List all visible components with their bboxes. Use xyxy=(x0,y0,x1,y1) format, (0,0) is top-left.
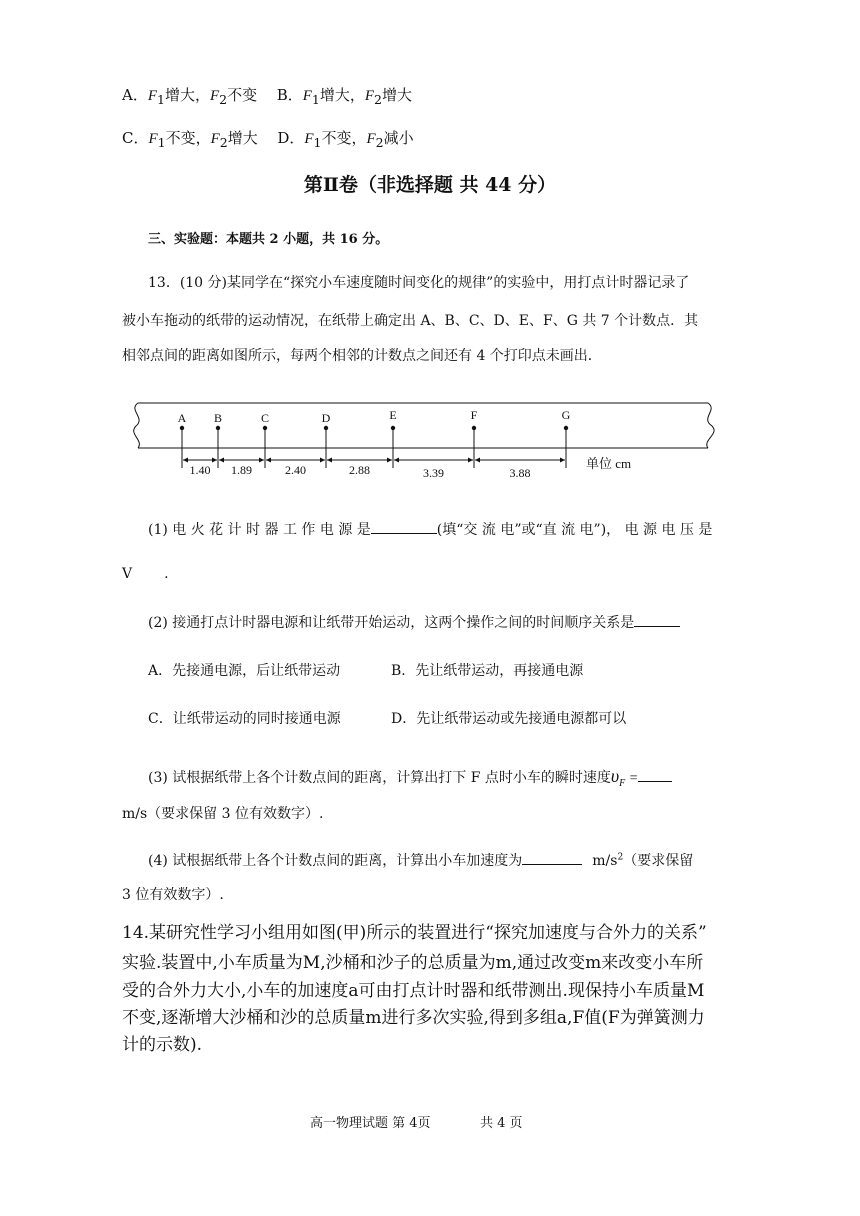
q13-line2: 被小车拖动的纸带的运动情况，在纸带上确定出 A、B、C、D、E、F、G 共 7 个计数点．其 xyxy=(122,313,699,329)
option-c-letter: C． xyxy=(122,129,149,147)
paper-tape-figure xyxy=(120,398,730,488)
q13-line1: 13．(10 分)某同学在“探究小车速度随时间变化的规律”的实验中，用打点计时器记录了 xyxy=(148,275,690,291)
section-title: 第Ⅱ卷（非选择题 共 44 分） xyxy=(303,174,557,196)
distance-arrow-left-4 xyxy=(327,458,332,463)
distance-arrow-right-3 xyxy=(320,458,325,463)
count-point-dot-F xyxy=(472,426,476,430)
count-point-label-E: E xyxy=(389,408,397,422)
count-point-label-D: D xyxy=(321,411,331,425)
q14-line2: 实验.装置中,小车质量为M,沙桶和沙子的总质量为m,通过改变m来改变小车所 xyxy=(122,953,704,973)
q13-part4-text-b: （要求保留 xyxy=(623,853,694,869)
velocity-symbol: υ xyxy=(610,766,620,786)
distance-arrow-left-6 xyxy=(475,458,480,463)
q13-part1 xyxy=(148,519,712,539)
count-point-label-B: B xyxy=(213,411,223,425)
f1-subscript: 1 xyxy=(313,135,322,150)
option-a-text2: 不变 xyxy=(227,86,258,104)
distance-arrow-right-1 xyxy=(212,458,217,463)
answer-blank-order[interactable] xyxy=(634,626,680,627)
count-point-dot-E xyxy=(391,426,395,430)
f1-subscript: 1 xyxy=(311,92,320,107)
acceleration-unit: m/s xyxy=(592,853,618,869)
f2-subscript: 2 xyxy=(375,135,384,150)
option-b-text1: 增大， xyxy=(319,86,365,104)
count-point-label-C: C xyxy=(260,411,270,425)
q14-line1: 14.某研究性学习小组用如图(甲)所示的装置进行“探究加速度与合外力的关系” xyxy=(122,923,707,943)
distance-arrow-left-5 xyxy=(394,458,399,463)
option-b-text2: 增大 xyxy=(381,86,412,104)
distance-label-6: 3.88 xyxy=(509,466,531,480)
section-heading: 三、实验题：本题共 2 小题，共 16 分。 xyxy=(148,232,389,247)
answer-blank-power-type[interactable] xyxy=(371,533,437,534)
option-c-text2: 增大 xyxy=(227,129,258,147)
q13-option-d: D．先让纸带运动或先接通电源都可以 xyxy=(391,711,627,727)
f1-symbol: F xyxy=(304,131,314,147)
q13-option-b: B．先让纸带运动，再接通电源 xyxy=(391,663,584,679)
answer-blank-velocity[interactable] xyxy=(638,781,672,782)
tape-unit-label: 单位 cm xyxy=(586,456,632,471)
count-point-dot-D xyxy=(324,426,328,430)
footer-total-pages: 共 4 页 xyxy=(480,1116,523,1131)
distance-arrow-left-1 xyxy=(183,458,188,463)
f2-subscript: 2 xyxy=(219,135,228,150)
q13-part4-line2: 3 位有效数字）. xyxy=(122,887,224,903)
f2-symbol: F xyxy=(364,88,375,104)
q13-part3-text: (3) 试根据纸带上各个计数点间的距离，计算出打下 F 点时小车的瞬时速度 xyxy=(148,770,611,786)
voltage-unit: V xyxy=(122,566,133,582)
distance-arrow-right-2 xyxy=(259,458,264,463)
q13-line3: 相邻点间的距离如图所示，每两个相邻的计数点之间还有 4 个打印点未画出． xyxy=(122,348,602,364)
unit-exponent: 2 xyxy=(617,852,624,863)
option-b-letter: B． xyxy=(276,86,303,104)
f2-symbol: F xyxy=(366,131,376,147)
q14-line4: 不变,逐渐增大沙桶和沙的总质量m进行多次实验,得到多组a,F值(F为弹簧测力 xyxy=(122,1008,705,1028)
distance-label-4: 2.88 xyxy=(349,463,370,477)
q13-option-c: C．让纸带运动的同时接通电源 xyxy=(148,711,341,727)
count-point-label-F: F xyxy=(470,408,478,422)
f1-symbol: F xyxy=(147,88,158,104)
distance-arrow-right-4 xyxy=(387,458,392,463)
option-d-text1: 不变， xyxy=(321,129,367,147)
distance-arrow-left-2 xyxy=(219,458,224,463)
q13-option-a: A．先接通电源，后让纸带运动 xyxy=(148,663,341,679)
q13-part1-text-a: (1) 电 火 花 计 时 器 工 作 电 源 是 xyxy=(148,522,371,538)
option-c-text1: 不变， xyxy=(165,129,211,147)
answer-blank-acceleration[interactable] xyxy=(522,864,582,865)
option-a-text1: 增大， xyxy=(164,86,210,104)
f1-symbol: F xyxy=(148,131,158,147)
q13-part2 xyxy=(148,612,680,632)
count-point-label-G: G xyxy=(561,408,571,422)
tape-right-tear xyxy=(707,403,714,448)
q13-part1-text-b: (填“交 流 电”或“直 流 电”)， 电 源 电 压 是 xyxy=(436,522,713,538)
distance-arrow-left-3 xyxy=(266,458,271,463)
period: . xyxy=(164,566,169,582)
count-point-dot-A xyxy=(180,426,184,430)
f2-symbol: F xyxy=(210,131,220,147)
velocity-subscript: F xyxy=(619,777,626,789)
q13-part1-line2 xyxy=(122,566,169,582)
footer-page-number: 高一物理试题 第 4页 xyxy=(310,1116,431,1131)
q14-line3: 受的合外力大小,小车的加速度a可由打点计时器和纸带测出.现保持小车质量M xyxy=(122,981,705,1001)
count-point-dot-C xyxy=(263,426,267,430)
distance-label-2: 1.89 xyxy=(231,463,252,477)
option-row-ab xyxy=(122,84,412,107)
count-point-label-A: A xyxy=(177,411,187,425)
q13-part4-text: (4) 试根据纸带上各个计数点间的距离，计算出小车加速度为 xyxy=(148,853,523,869)
f1-subscript: 1 xyxy=(157,92,165,107)
f2-subscript: 2 xyxy=(219,92,228,107)
f2-symbol: F xyxy=(209,88,220,104)
option-a-letter: A． xyxy=(122,86,148,104)
option-row-cd xyxy=(122,127,414,150)
count-point-dot-G xyxy=(564,426,568,430)
q13-part4 xyxy=(148,850,693,870)
f1-subscript: 1 xyxy=(157,135,166,150)
option-d-letter: D． xyxy=(277,129,305,147)
count-point-dot-B xyxy=(216,426,220,430)
distance-label-3: 2.40 xyxy=(285,463,306,477)
q13-part3 xyxy=(148,766,672,789)
distance-label-5: 3.39 xyxy=(423,466,444,480)
equals-sign: = xyxy=(625,771,639,786)
f2-subscript: 2 xyxy=(374,92,382,107)
q13-part3-line2: m/s（要求保留 3 位有效数字）. xyxy=(122,806,324,822)
distance-label-1: 1.40 xyxy=(189,463,211,477)
option-d-text2: 减小 xyxy=(383,129,414,147)
f1-symbol: F xyxy=(302,88,312,104)
distance-arrow-right-5 xyxy=(468,458,473,463)
tape-left-tear xyxy=(134,403,140,448)
distance-arrow-right-6 xyxy=(560,458,565,463)
q13-part2-text: (2) 接通打点计时器电源和让纸带开始运动，这两个操作之间的时间顺序关系是 xyxy=(148,615,635,631)
q14-line5: 计的示数). xyxy=(122,1035,203,1055)
